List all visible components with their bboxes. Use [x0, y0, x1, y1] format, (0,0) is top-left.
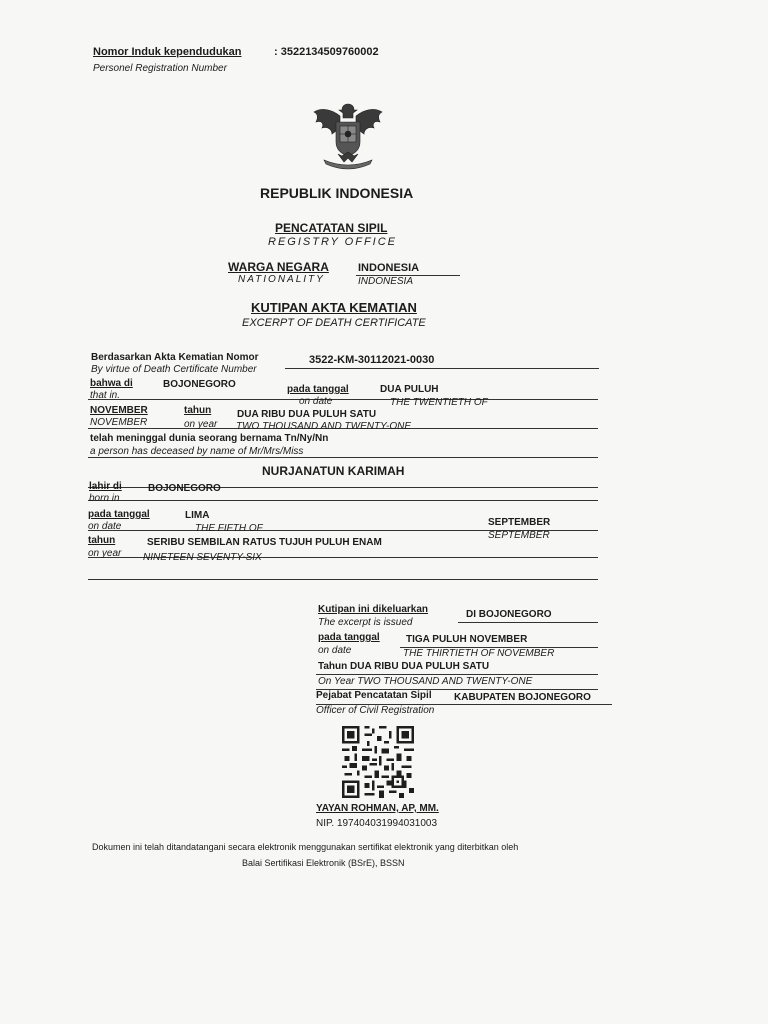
birth-month-value-en: SEPTEMBER	[488, 530, 550, 541]
death-year-value: DUA RIBU DUA PULUH SATU	[237, 409, 377, 420]
office-title: PENCATATAN SIPIL	[275, 221, 388, 235]
birth-year-label: tahun	[88, 535, 116, 546]
deceased-name: NURJANATUN KARIMAH	[262, 464, 405, 478]
cert-number-label: Berdasarkan Akta Kematian Nomor	[91, 352, 259, 363]
issued-value: DI BOJONEGORO	[466, 609, 552, 620]
officer-label-en: Officer of Civil Registration	[316, 705, 435, 716]
death-place-label-en: that in.	[90, 390, 121, 401]
birth-month-value: SEPTEMBER	[488, 517, 551, 528]
issued-label-en: The excerpt is issued	[318, 617, 413, 628]
death-year-label-en: on year	[184, 419, 218, 430]
death-date-label-en: on date	[299, 396, 333, 407]
nationality-value-en: INDONESIA	[358, 276, 414, 287]
death-place-value: BOJONEGORO	[163, 379, 236, 390]
deceased-label-en: a person has deceased by name of Mr/Mrs/Miss	[90, 446, 304, 457]
birth-date-value: LIMA	[185, 510, 210, 521]
death-date-value-en: THE TWENTIETH OF	[390, 397, 488, 408]
issued-date-label: pada tanggal	[318, 632, 380, 643]
nationality-label-en: NATIONALITY	[238, 274, 325, 285]
death-date-label: pada tanggal	[287, 384, 349, 395]
document-title-en: EXCERPT OF DEATH CERTIFICATE	[242, 317, 426, 329]
garuda-emblem-icon	[310, 98, 386, 170]
cert-number-value: 3522-KM-30112021-0030	[309, 354, 435, 366]
death-date-value: DUA PULUH	[380, 384, 439, 395]
birth-year-value-en: NINETEEN SEVENTY-SIX	[143, 552, 262, 563]
issued-date-value: TIGA PULUH NOVEMBER	[406, 634, 528, 645]
signer-nip: NIP. 197404031994031003	[316, 818, 438, 829]
issued-date-value-en: THE THIRTIETH OF NOVEMBER	[403, 648, 555, 659]
death-month-value-en: NOVEMBER	[90, 417, 148, 428]
issued-year-value-en: On Year TWO THOUSAND AND TWENTY-ONE	[318, 676, 533, 687]
issued-label: Kutipan ini dikeluarkan	[318, 604, 429, 615]
birth-place-value: BOJONEGORO	[148, 483, 221, 494]
birth-date-label: pada tanggal	[88, 509, 150, 520]
footer-line-1: Dokumen ini telah ditandatangani secara elektronik menggunakan sertifikat elektronik yang diterbitkan oleh	[92, 842, 519, 852]
signer-name: YAYAN ROHMAN, AP, MM.	[316, 803, 439, 814]
nationality-value: INDONESIA	[358, 262, 420, 274]
birth-date-value-en: THE FIFTH OF	[195, 523, 263, 534]
officer-label: Pejabat Pencatatan Sipil	[316, 690, 432, 701]
officer-value: KABUPATEN BOJONEGORO	[454, 692, 591, 703]
death-year-value-en: TWO THOUSAND AND TWENTY-ONE	[236, 421, 411, 432]
birth-year-label-en: on year	[88, 548, 122, 559]
nik-value: : 3522134509760002	[274, 46, 379, 58]
nik-label-en: Personel Registration Number	[93, 63, 227, 74]
footer-line-2: Balai Sertifikasi Elektronik (BSrE), BSSN	[242, 858, 405, 868]
death-month-value: NOVEMBER	[90, 405, 148, 416]
document-title: KUTIPAN AKTA KEMATIAN	[251, 300, 417, 315]
issued-year-value: Tahun DUA RIBU DUA PULUH SATU	[318, 661, 490, 672]
cert-number-label-en: By virtue of Death Certificate Number	[91, 364, 257, 375]
office-title-en: REGISTRY OFFICE	[268, 236, 398, 248]
nationality-label: WARGA NEGARA	[228, 260, 329, 274]
death-year-label: tahun	[184, 405, 212, 416]
nik-label: Nomor Induk kependudukan	[93, 46, 242, 58]
birth-place-label-en: born in	[89, 493, 120, 504]
issued-date-label-en: on date	[318, 645, 352, 656]
death-place-label: bahwa di	[90, 378, 133, 389]
deceased-label: telah meninggal dunia seorang bernama Tn/Ny/Nn	[90, 433, 329, 444]
birth-date-label-en: on date	[88, 521, 122, 532]
republic-title: REPUBLIK INDONESIA	[260, 185, 414, 201]
birth-place-label: lahir di	[89, 481, 122, 492]
birth-year-value: SERIBU SEMBILAN RATUS TUJUH PULUH ENAM	[147, 537, 382, 548]
qr-code-icon	[342, 726, 414, 798]
